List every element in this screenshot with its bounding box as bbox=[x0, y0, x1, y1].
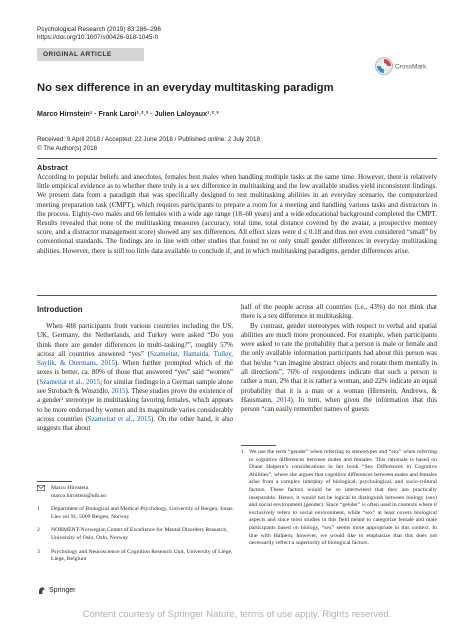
citation-link[interactable]: 2014 bbox=[276, 395, 291, 404]
intro-right-column bbox=[241, 303, 437, 415]
footnote-rule bbox=[241, 445, 276, 446]
affiliations bbox=[37, 485, 233, 564]
affiliation-item: 2 NORMENT-Norwegian Center of Excellence for Mental Disorders Research, University of Oslo, Oslo, Norway bbox=[37, 527, 228, 541]
intro-left-column bbox=[37, 322, 233, 434]
crossmark-badge[interactable] bbox=[374, 56, 436, 76]
citation-link[interactable]: Szameitat et al., 2015 bbox=[87, 414, 151, 423]
intro-paragraph bbox=[241, 322, 437, 415]
citation-link[interactable]: Szameitat, Hamaida, Tulley, Saylik, & Otermans, 2015 bbox=[37, 349, 233, 368]
text-run: When 488 participants from various countries including the US, UK, Germany, the Netherlands, and Turkey were asked “Do you think there are gender differences in multi-tasking?”, roughly 57% across all countries answered “yes” ( bbox=[37, 322, 233, 358]
publication-dates bbox=[37, 136, 260, 153]
text-run: ). In turn, when given the information that this person “can easily remember names of guests bbox=[241, 395, 437, 414]
introduction-heading: Introduction bbox=[37, 305, 83, 314]
crossmark-icon bbox=[374, 56, 436, 76]
article-type-label: ORIGINAL ARTICLE bbox=[37, 48, 144, 61]
footnote bbox=[241, 449, 437, 548]
footnote-rule bbox=[37, 481, 72, 482]
doi-link[interactable]: https://doi.org/10.1007/s00426-018-1045-0 bbox=[37, 34, 159, 42]
abstract-heading: Abstract bbox=[37, 163, 68, 172]
contact-email[interactable]: marco.hirnstein@uib.no bbox=[51, 492, 107, 499]
text-run: ). When further prompted which of the sexes is better, ca. 80% of those that answered “yes” said “women” ( bbox=[37, 359, 233, 386]
envelope-icon bbox=[37, 485, 51, 500]
paper-title: No sex difference in an everyday multitasking paradigm bbox=[37, 82, 334, 94]
publisher-name: Springer bbox=[49, 587, 76, 594]
text-run: ; for similar findings in a German sample alone see Strobach & Woszidlo, bbox=[37, 377, 233, 396]
citation-link[interactable]: Szameitat et al., 2015 bbox=[39, 377, 100, 386]
contact-author bbox=[37, 485, 233, 500]
dates-line: Received: 9 April 2018 / Accepted: 22 June 2018 / Published online: 2 July 2018 bbox=[37, 136, 260, 143]
springer-horse-icon bbox=[37, 586, 46, 595]
intro-paragraph: half of the people across all countries (i.e., 43%) do not think that there is a sex difference in multitasking. bbox=[241, 303, 437, 321]
author-list: Marco Hirnstein¹ · Frank Laroi¹˒²˒³ · Julien Laloyaux¹˒²˒³ bbox=[37, 111, 219, 118]
citation-link[interactable]: 2015 bbox=[111, 387, 126, 396]
text-run: By contrast, gender stereotypes with respect to verbal and spatial abilities are much more pronounced. For example, when participants were asked to rate the probability that a person is male or female and the only available information participants had about this person was that he/she “can imagine abstract objects and rotate them mentally in all directions”, 76% of respondents indicate that such a person is rather a man, 2% that it is rather a woman, and 22% indicate an equal probability that it is a man or a woman (Hirnstein, Andrews, & Hausmann, bbox=[241, 321, 437, 404]
affiliation-item: 3 Psychology and Neuroscience of Cognition Research Unit, University of Liège, Liège, Belgium bbox=[37, 548, 233, 563]
journal-citation: Psychological Research (2019) 83:286–296 bbox=[37, 26, 161, 33]
footnote-text: We use the term “gender” when referring to stereotypes and “sex” when referring to cognitive differences between males and females. This rationale is based on Diane Halpern’s considerations in her book “Sex Differences in Cognitive Abilities”, where she argues that cognitive differences between males and females arise from a complex interplay of biological, psychological, and socio-cultural factors. These factors would be so intertwined that they are practically inseparable. Hence, it would not be logical to distinguish between biology (sex) and social environment (gender). Since “gender” is often used in contexts where it exclusively refers to social environment, while “sex” at least covers biological aspects and since most studies in this field meant to categorize female and male participants based on biology, “sex” seems more appropriate in this context. In line with Halpern, however, we would like to emphasize that this does not necessarily reflect a superiority of biological factors. bbox=[249, 449, 437, 547]
divider bbox=[37, 158, 437, 159]
abstract-text: According to popular beliefs and anecdotes, females best males when handling multiple tasks at the same time. However, there is relatively little empirical evidence as to whether there truly is a sex difference in multitasking and the few available studies yield inconsistent findings. We present data from a paradigm that was specifically designed to test multitasking abilities in an everyday scenario, the computerized meeting preparation task (CMPT), which requires participants to prepare a room for a meeting and handling various tasks and distractors in the process. Eighty-two males and 66 females with a wide age range (18–60 years) and a wide educational background completed the CMPT. Results revealed that none of the multitasking measures (accuracy, total time, total distance covered by the avatar, a prospective memory score, and a distractor management score) showed any sex differences. All effect sizes were d ≤ 0.18 and thus not even considered “small” by conventional standards. The findings are in line with other studies that found no or only small gender differences in everyday multitasking abilities. However, there is still too little data available to conclude if, and in which multitasking paradigms, gender differences arise. bbox=[37, 173, 437, 255]
footnote-number: 1 bbox=[241, 449, 244, 455]
affiliation-item: 1 Department of Biological and Medical Psychology, University of Bergen, Jonas Lies vei 91, 5009 Bergen, Norway bbox=[37, 506, 233, 520]
intro-paragraph bbox=[37, 322, 233, 434]
copyright-line: © The Author(s) 2018 bbox=[37, 144, 98, 152]
journal-header bbox=[37, 26, 161, 43]
text-run: ). These studies prove the existence of a gender¹ stereotype in multitasking favoring females, which appears to be more endorsed by women and its magnitude varies considerably across countries ( bbox=[37, 387, 233, 423]
publisher-logo bbox=[37, 586, 75, 595]
text-run: ). On the other hand, it also suggests that about bbox=[37, 414, 233, 433]
crossmark-label: CrossMark bbox=[395, 63, 427, 71]
courtesy-notice: Content courtesy of Springer Nature, terms of use apply. Rights reserved. bbox=[82, 609, 392, 620]
contact-name: Marco Hirnstein bbox=[51, 485, 89, 491]
divider bbox=[37, 295, 437, 296]
